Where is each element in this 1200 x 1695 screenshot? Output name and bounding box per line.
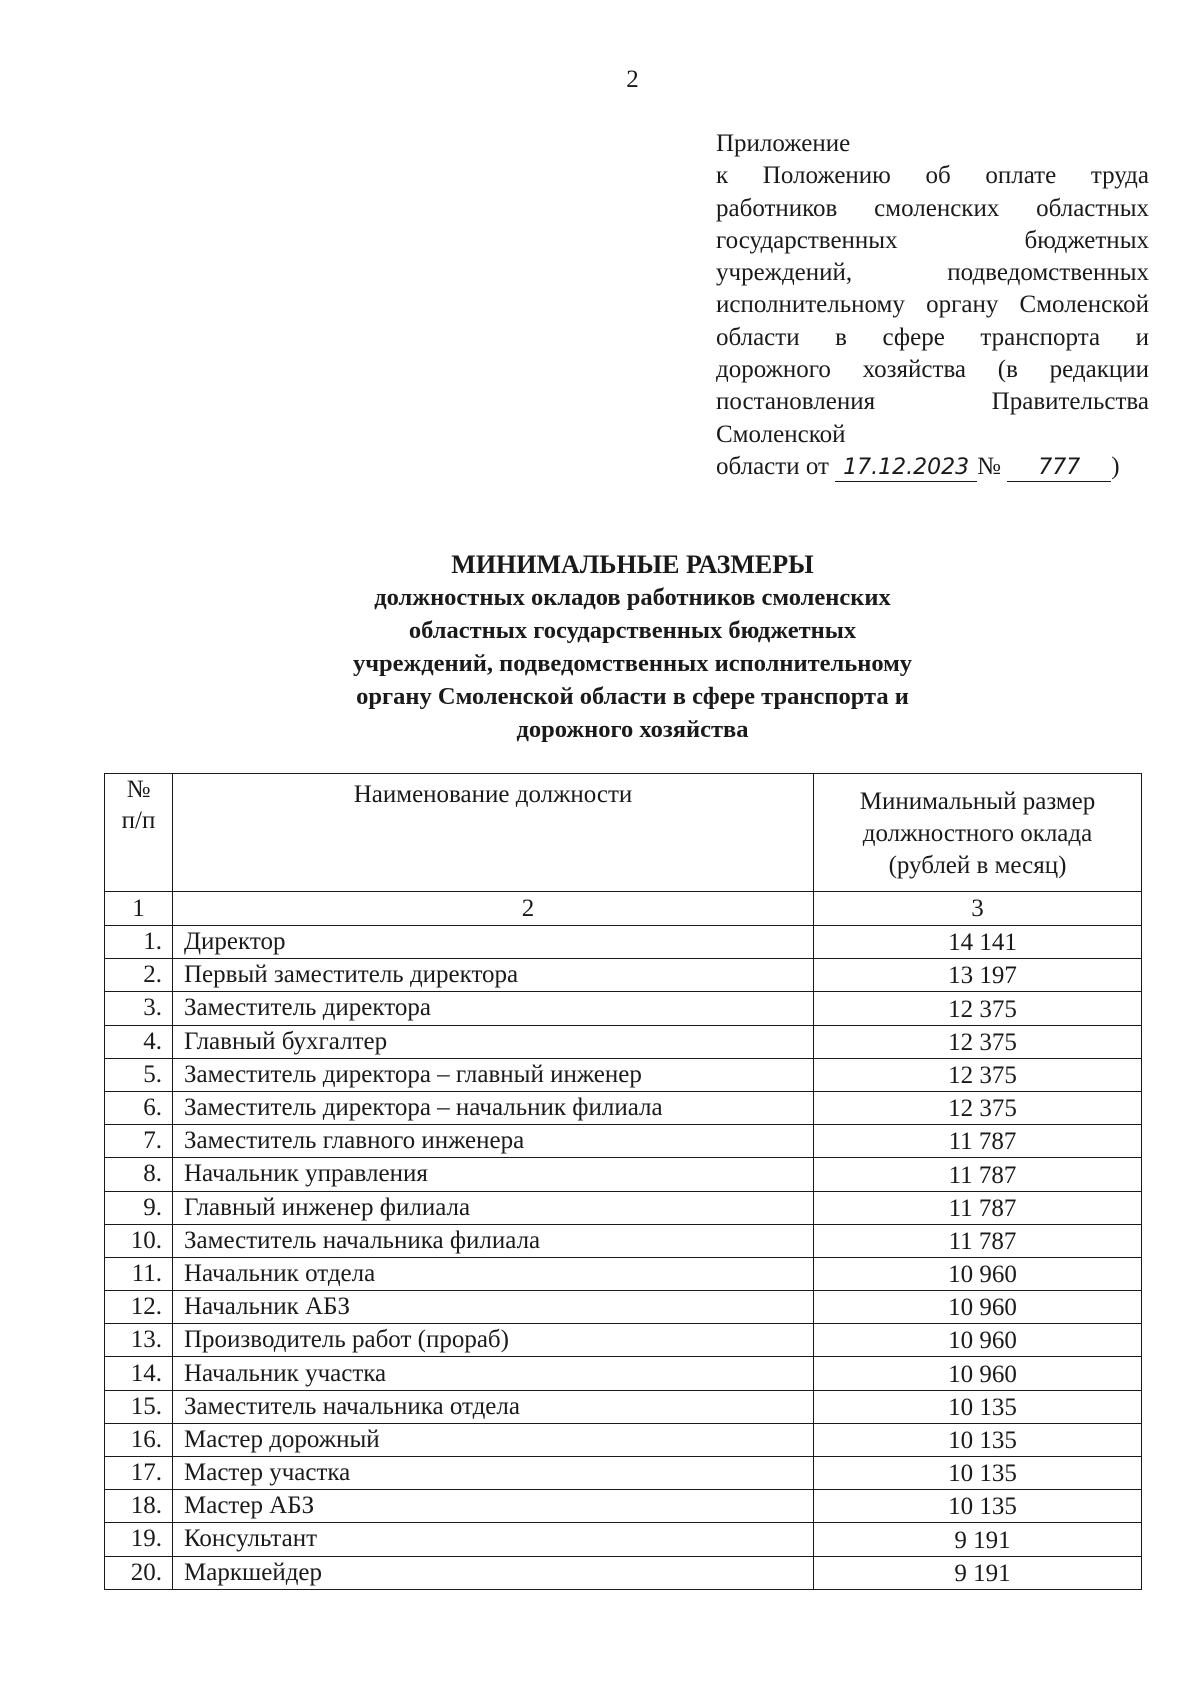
table-row bbox=[105, 959, 1142, 992]
header-number-line2: п/п bbox=[121, 807, 156, 834]
row-salary-value: 11 787 bbox=[814, 1158, 1142, 1191]
row-position-name: Мастер дорожный bbox=[173, 1423, 814, 1456]
row-position-name: Главный бухгалтер bbox=[173, 1025, 814, 1058]
row-position-name: Заместитель директора bbox=[173, 992, 814, 1025]
row-number: 6. bbox=[105, 1091, 173, 1124]
row-salary-value: 14 141 bbox=[814, 926, 1142, 959]
header-number-line1: № bbox=[126, 776, 151, 803]
table-header-row bbox=[105, 774, 1142, 892]
row-salary-value: 10 135 bbox=[814, 1457, 1142, 1490]
row-number: 4. bbox=[105, 1025, 173, 1058]
appendix-signature-line bbox=[716, 451, 1149, 483]
row-number: 3. bbox=[105, 992, 173, 1025]
row-position-name: Маркшейдер bbox=[173, 1556, 814, 1589]
title-line: должностных окладов работников смоленских bbox=[374, 584, 891, 611]
row-number: 11. bbox=[105, 1257, 173, 1290]
closing-paren: ) bbox=[1111, 452, 1120, 480]
header-number bbox=[105, 774, 173, 892]
title-line: областных государственных бюджетных bbox=[408, 617, 857, 644]
title-line: учреждений, подведомственных исполнительному bbox=[352, 650, 913, 677]
row-position-name: Директор bbox=[173, 926, 814, 959]
column-index-row bbox=[105, 892, 1142, 926]
table-row bbox=[105, 1158, 1142, 1191]
row-position-name: Мастер АБЗ bbox=[173, 1490, 814, 1523]
row-salary-value: 12 375 bbox=[814, 1058, 1142, 1091]
table-row bbox=[105, 1423, 1142, 1456]
row-salary-value: 10 960 bbox=[814, 1257, 1142, 1290]
table-row bbox=[105, 1523, 1142, 1556]
table-row bbox=[105, 1224, 1142, 1257]
number-sign: № bbox=[977, 452, 1002, 480]
row-salary-value: 10 960 bbox=[814, 1357, 1142, 1390]
row-position-name: Заместитель главного инженера bbox=[173, 1125, 814, 1158]
row-number: 5. bbox=[105, 1058, 173, 1091]
table-row bbox=[105, 1291, 1142, 1324]
row-number: 12. bbox=[105, 1291, 173, 1324]
row-salary-value: 12 375 bbox=[814, 1091, 1142, 1124]
row-salary-value: 10 960 bbox=[814, 1291, 1142, 1324]
table-row bbox=[105, 1191, 1142, 1224]
row-number: 7. bbox=[105, 1125, 173, 1158]
row-number: 16. bbox=[105, 1423, 173, 1456]
table-row bbox=[105, 1357, 1142, 1390]
row-position-name: Мастер участка bbox=[173, 1457, 814, 1490]
column-index-3: 3 bbox=[814, 892, 1142, 926]
title-line: дорожного хозяйства bbox=[516, 716, 749, 743]
row-position-name: Заместитель начальника филиала bbox=[173, 1224, 814, 1257]
title-line: органу Смоленской области в сфере транспорта и bbox=[356, 683, 909, 710]
table-row bbox=[105, 1556, 1142, 1589]
header-value-line2: должностного оклада bbox=[862, 820, 1093, 847]
table-row bbox=[105, 1490, 1142, 1523]
row-number: 15. bbox=[105, 1390, 173, 1423]
row-position-name: Заместитель начальника отдела bbox=[173, 1390, 814, 1423]
row-number: 17. bbox=[105, 1457, 173, 1490]
table-row bbox=[105, 1257, 1142, 1290]
table-row bbox=[105, 992, 1142, 1025]
document-title bbox=[0, 548, 1200, 746]
row-number: 9. bbox=[105, 1191, 173, 1224]
header-min-salary bbox=[814, 774, 1142, 892]
row-number: 13. bbox=[105, 1324, 173, 1357]
header-value-line3: (рублей в месяц) bbox=[888, 852, 1067, 879]
row-salary-value: 10 135 bbox=[814, 1390, 1142, 1423]
page-number: 2 bbox=[626, 66, 639, 93]
header-value-line1: Минимальный размер bbox=[859, 788, 1096, 815]
table-row bbox=[105, 1457, 1142, 1490]
row-salary-value: 9 191 bbox=[814, 1523, 1142, 1556]
row-number: 19. bbox=[105, 1523, 173, 1556]
row-number: 14. bbox=[105, 1357, 173, 1390]
table-row bbox=[105, 1324, 1142, 1357]
table-row bbox=[105, 926, 1142, 959]
table-row bbox=[105, 1125, 1142, 1158]
row-position-name: Консультант bbox=[173, 1523, 814, 1556]
row-position-name: Начальник АБЗ bbox=[173, 1291, 814, 1324]
row-salary-value: 10 135 bbox=[814, 1490, 1142, 1523]
row-salary-value: 12 375 bbox=[814, 1025, 1142, 1058]
row-position-name: Заместитель директора – главный инженер bbox=[173, 1058, 814, 1091]
appendix-block bbox=[716, 128, 1149, 483]
row-position-name: Первый заместитель директора bbox=[173, 959, 814, 992]
row-position-name: Заместитель директора – начальник филиала bbox=[173, 1091, 814, 1124]
row-salary-value: 11 787 bbox=[814, 1125, 1142, 1158]
row-number: 1. bbox=[105, 926, 173, 959]
header-position-name: Наименование должности bbox=[173, 774, 814, 892]
row-number: 18. bbox=[105, 1490, 173, 1523]
row-salary-value: 9 191 bbox=[814, 1556, 1142, 1589]
handwritten-number: 777 bbox=[1007, 455, 1111, 482]
row-number: 10. bbox=[105, 1224, 173, 1257]
column-index-1: 1 bbox=[105, 892, 173, 926]
row-position-name: Начальник отдела bbox=[173, 1257, 814, 1290]
row-position-name: Начальник управления bbox=[173, 1158, 814, 1191]
salary-table bbox=[104, 773, 1142, 1590]
row-position-name: Производитель работ (прораб) bbox=[173, 1324, 814, 1357]
table-row bbox=[105, 1390, 1142, 1423]
appendix-heading: Приложение bbox=[716, 130, 851, 157]
table-row bbox=[105, 1058, 1142, 1091]
row-salary-value: 11 787 bbox=[814, 1224, 1142, 1257]
row-number: 20. bbox=[105, 1556, 173, 1589]
column-index-2: 2 bbox=[173, 892, 814, 926]
row-salary-value: 11 787 bbox=[814, 1191, 1142, 1224]
appendix-body: к Положению об оплате труда работников смоленских областных государственных бюджетных учреждений, подведомственных исполнительному органу Смоленской области в сфере транспорта и дорожного хозяйства (в редакции постановления Правительства Смоленской bbox=[716, 162, 1149, 448]
row-number: 2. bbox=[105, 959, 173, 992]
appendix-sign-prefix: области от bbox=[716, 452, 829, 480]
handwritten-date: 17.12.2023 bbox=[835, 455, 977, 482]
row-number: 8. bbox=[105, 1158, 173, 1191]
row-salary-value: 13 197 bbox=[814, 959, 1142, 992]
row-salary-value: 12 375 bbox=[814, 992, 1142, 1025]
row-position-name: Главный инженер филиала bbox=[173, 1191, 814, 1224]
table-row bbox=[105, 1091, 1142, 1124]
row-salary-value: 10 135 bbox=[814, 1423, 1142, 1456]
row-position-name: Начальник участка bbox=[173, 1357, 814, 1390]
table-row bbox=[105, 1025, 1142, 1058]
row-salary-value: 10 960 bbox=[814, 1324, 1142, 1357]
title-main: МИНИМАЛЬНЫЕ РАЗМЕРЫ bbox=[451, 550, 814, 579]
